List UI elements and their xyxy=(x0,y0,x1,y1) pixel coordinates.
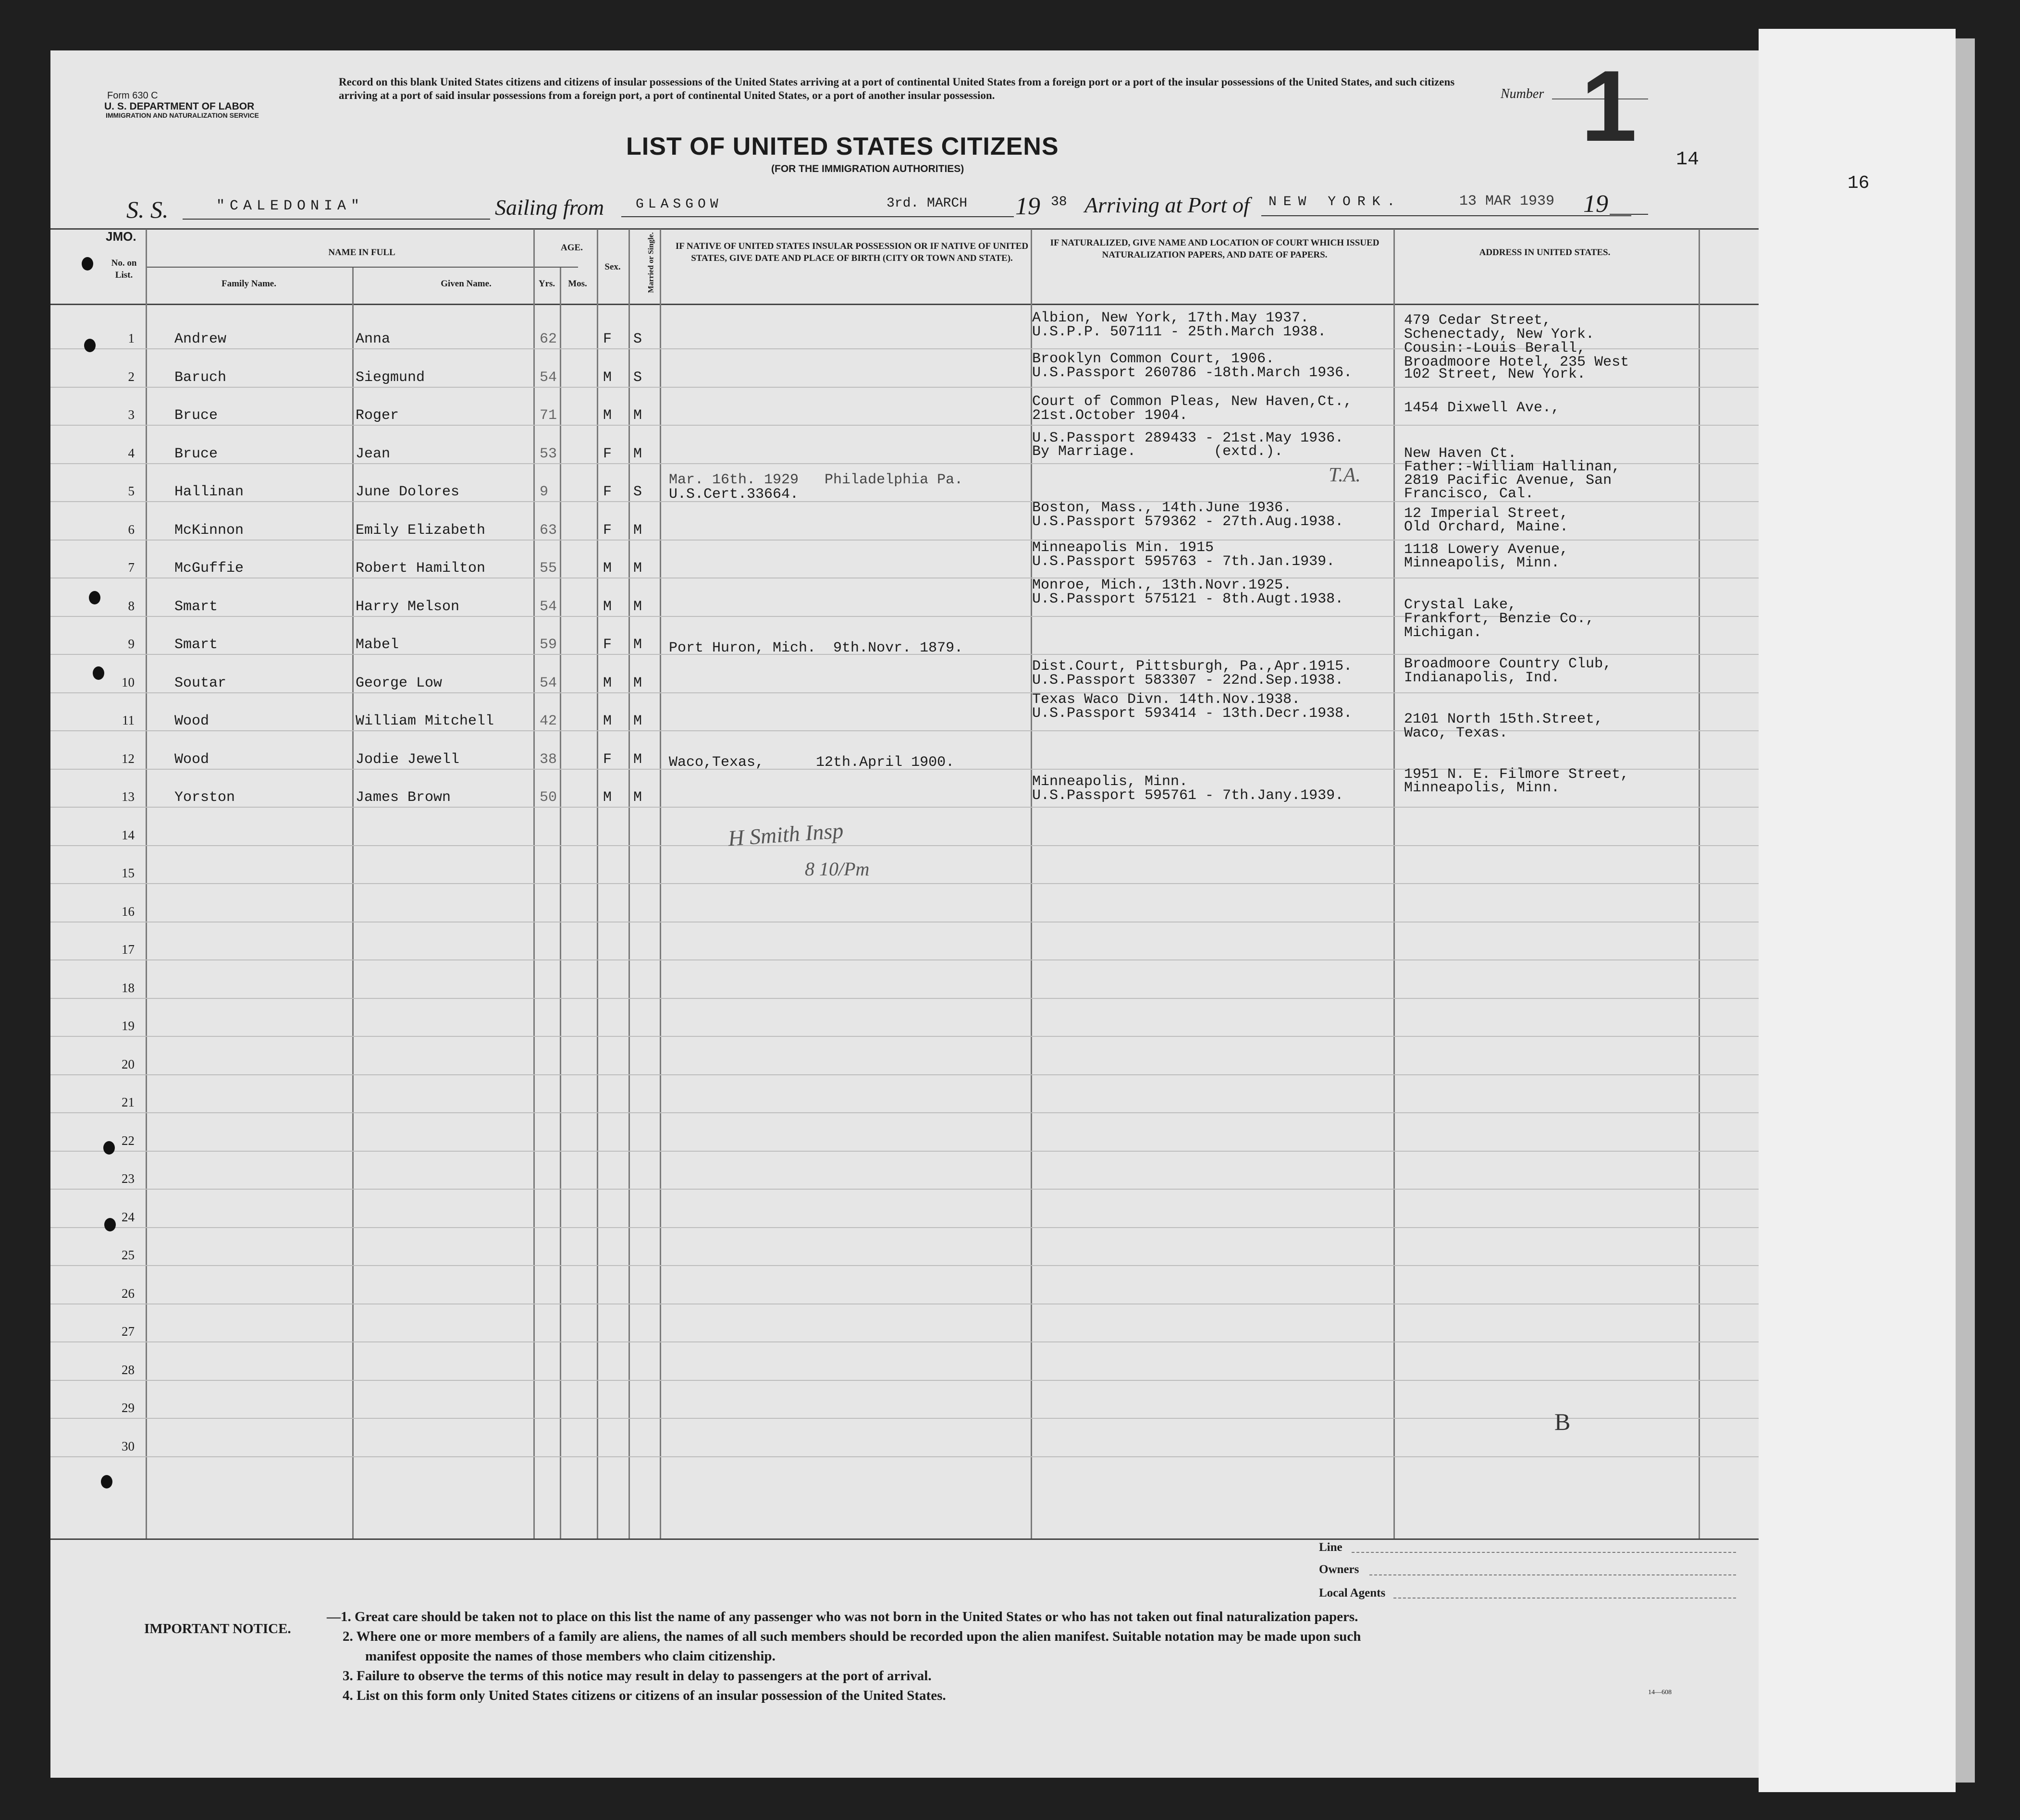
age-years: 62 xyxy=(540,331,557,347)
punch-hole xyxy=(93,666,104,680)
manifest-page xyxy=(50,50,1759,1778)
marital-status: M xyxy=(633,599,642,615)
header-naturalized: IF NATURALIZED, GIVE NAME AND LOCATION OF COURT WHICH ISSUED NATURALIZATION PAPERS, AND DATE OF PAPERS. xyxy=(1050,238,1380,260)
family-name: Hallinan xyxy=(174,484,244,500)
sex: M xyxy=(603,713,612,729)
marital-status: S xyxy=(633,484,642,500)
sex: F xyxy=(603,484,612,500)
given-name: Jean xyxy=(356,446,391,462)
given-name: Mabel xyxy=(356,637,399,653)
sailing-date-underline xyxy=(872,216,1014,217)
address-entry: 102 Street, New York. xyxy=(1404,366,1586,382)
row-rule xyxy=(50,1380,1759,1381)
naturalized-entry: Albion, New York, 17th.May 1937. xyxy=(1032,310,1309,326)
marital-status: M xyxy=(633,751,642,768)
given-name: Anna xyxy=(356,331,391,347)
header-name-in-full: NAME IN FULL xyxy=(328,247,395,258)
address-entry: Old Orchard, Maine. xyxy=(1404,519,1569,535)
marital-status: M xyxy=(633,560,642,577)
address-entry: Cousin:-Louis Berall, xyxy=(1404,340,1586,357)
given-name: William Mitchell xyxy=(356,713,494,729)
marital-status: M xyxy=(633,675,642,691)
address-entry: Francisco, Cal. xyxy=(1404,486,1534,502)
family-name: Andrew xyxy=(174,331,227,347)
owners-label: Owners xyxy=(1319,1563,1359,1576)
row-number: 4 xyxy=(128,446,135,460)
row-number: 29 xyxy=(122,1401,135,1415)
given-name: Roger xyxy=(356,407,399,424)
marital-status: M xyxy=(633,789,642,806)
punch-hole xyxy=(101,1475,112,1488)
row-rule xyxy=(50,1227,1759,1228)
row-rule xyxy=(50,692,1759,693)
row-rule xyxy=(50,1112,1759,1113)
row-number: 22 xyxy=(122,1133,135,1148)
naturalized-entry: Monroe, Mich., 13th.Novr.1925. xyxy=(1032,577,1292,593)
age-years: 38 xyxy=(540,751,557,768)
row-rule xyxy=(50,1456,1759,1457)
naturalized-entry: Court of Common Pleas, New Haven,Ct., xyxy=(1032,394,1353,410)
row-number: 10 xyxy=(122,675,135,689)
header-name-rule xyxy=(146,267,578,268)
family-name: Wood xyxy=(174,751,209,768)
native-entry: Mar. 16th. 1929 Philadelphia Pa. xyxy=(669,472,963,488)
row-number: 3 xyxy=(128,407,135,422)
marital-status: M xyxy=(633,446,642,462)
sex: M xyxy=(603,675,612,691)
row-number: 11 xyxy=(122,713,135,727)
naturalized-entry: U.S.Passport 595761 - 7th.Jany.1939. xyxy=(1032,787,1344,804)
family-name: Bruce xyxy=(174,446,218,462)
agents-label: Local Agents xyxy=(1319,1586,1386,1599)
address-entry: New Haven Ct. xyxy=(1404,445,1517,462)
form-number: Form 630 C xyxy=(107,90,158,101)
address-entry: 12 Imperial Street, xyxy=(1404,505,1569,522)
row-number: 2 xyxy=(128,369,135,384)
sex: F xyxy=(603,446,612,462)
number-label: Number xyxy=(1501,86,1544,101)
marital-status: M xyxy=(633,637,642,653)
age-years: 50 xyxy=(540,789,557,806)
naturalized-entry: U.S.Passport 593414 - 13th.Decr.1938. xyxy=(1032,705,1353,722)
given-name: Robert Hamilton xyxy=(356,560,486,577)
row-rule xyxy=(50,845,1759,846)
ss-label: S. S. xyxy=(126,196,169,223)
notice-title: IMPORTANT NOTICE. xyxy=(144,1621,291,1636)
given-name: George Low xyxy=(356,675,443,691)
address-entry: Minneapolis, Minn. xyxy=(1404,555,1560,571)
address-entry: 2101 North 15th.Street, xyxy=(1404,711,1603,727)
arrival-stamp: 13 MAR 1939 xyxy=(1459,193,1555,209)
address-entry: Frankfort, Benzie Co., xyxy=(1404,611,1595,627)
side-page-number: 16 xyxy=(1848,173,1870,194)
header-mos: Mos. xyxy=(568,279,587,289)
arrival-port: NEW YORK. xyxy=(1269,195,1402,209)
given-name: Jodie Jewell xyxy=(356,751,460,768)
given-name: June Dolores xyxy=(356,484,460,500)
row-number: 7 xyxy=(128,560,135,575)
age-years: 71 xyxy=(540,407,557,424)
arriving-label: Arriving at Port of xyxy=(1084,193,1250,217)
row-number: 23 xyxy=(122,1171,135,1186)
row-number: 21 xyxy=(122,1095,135,1109)
row-number: 20 xyxy=(122,1057,135,1071)
row-number: 9 xyxy=(128,637,135,651)
row-rule xyxy=(50,425,1759,426)
punch-hole xyxy=(89,591,100,604)
col-rule-family xyxy=(352,268,354,1538)
row-number: 6 xyxy=(128,522,135,537)
marital-status: M xyxy=(633,522,642,539)
notice-1: —1. Great care should be taken not to place on this list the name of any passenger who was not born in the United States or who has not taken out final naturalization papers. xyxy=(327,1609,1358,1624)
department-name: U. S. DEPARTMENT OF LABOR xyxy=(104,101,255,112)
given-name: Harry Melson xyxy=(356,599,460,615)
row-number: 13 xyxy=(122,789,135,804)
native-entry: Waco,Texas, 12th.April 1900. xyxy=(669,754,955,771)
family-name: McGuffie xyxy=(174,560,244,577)
row-rule xyxy=(50,387,1759,388)
family-name: Soutar xyxy=(174,675,227,691)
marital-status: S xyxy=(633,369,642,386)
punch-hole xyxy=(84,339,96,352)
row-number: 27 xyxy=(122,1324,135,1339)
family-name: Smart xyxy=(174,599,218,615)
address-entry: Crystal Lake, xyxy=(1404,597,1517,613)
sailing-port: GLASGOW xyxy=(636,197,723,212)
row-number: 1 xyxy=(128,331,135,345)
header-no: No. on List. xyxy=(111,258,137,280)
header-bottom-rule xyxy=(50,304,1759,305)
naturalized-entry: Minneapolis, Minn. xyxy=(1032,774,1188,790)
naturalized-entry: U.S.P.P. 507111 - 25th.March 1938. xyxy=(1032,324,1327,340)
naturalized-entry: U.S.Passport 579362 - 27th.Aug.1938. xyxy=(1032,514,1344,530)
naturalized-entry: Dist.Court, Pittsburgh, Pa.,Apr.1915. xyxy=(1032,658,1353,675)
row-number: 14 xyxy=(122,828,135,842)
given-name: James Brown xyxy=(356,789,451,806)
address-entry: 1118 Lowery Avenue, xyxy=(1404,541,1569,558)
notice-2: 2. Where one or more members of a family are aliens, the names of all such members should be recorded upon the alien manifest. Suitable notation may be made upon such xyxy=(343,1629,1361,1644)
sex: F xyxy=(603,522,612,539)
row-rule xyxy=(50,1074,1759,1075)
sex: M xyxy=(603,407,612,424)
row-number: 12 xyxy=(122,751,135,766)
row-number: 17 xyxy=(122,942,135,957)
given-name: Siegmund xyxy=(356,369,425,386)
row-number: 24 xyxy=(122,1210,135,1224)
header-sex: Sex. xyxy=(604,262,621,272)
age-years: 63 xyxy=(540,522,557,539)
row-rule xyxy=(50,998,1759,999)
year-suffix: 38 xyxy=(1051,195,1067,209)
row-rule xyxy=(50,1036,1759,1037)
row-number: 28 xyxy=(122,1363,135,1377)
row-rule xyxy=(50,883,1759,884)
year-prefix: 19 xyxy=(1015,193,1040,220)
sex: M xyxy=(603,560,612,577)
marital-status: S xyxy=(633,331,642,347)
row-number: 15 xyxy=(122,866,135,880)
naturalized-entry: Texas Waco Divn. 14th.Nov.1938. xyxy=(1032,691,1301,708)
header-native: IF NATIVE OF UNITED STATES INSULAR POSSESSION OR IF NATIVE OF UNITED STATES, GIVE DATE AND PLACE OF BIRTH (CITY OR TOWN AND STATE). xyxy=(675,241,1029,263)
row-rule xyxy=(50,1265,1759,1266)
header-age: AGE. xyxy=(561,243,583,253)
sex: M xyxy=(603,369,612,386)
page-edge-strip xyxy=(1956,38,1975,1783)
naturalized-entry: By Marriage. (extd.). xyxy=(1032,443,1283,460)
naturalized-entry: Brooklyn Common Court, 1906. xyxy=(1032,351,1275,367)
age-years: 53 xyxy=(540,446,557,462)
header-address: ADDRESS IN UNITED STATES. xyxy=(1479,247,1611,258)
number-value: 1 xyxy=(1581,49,1637,162)
family-name: Yorston xyxy=(174,789,235,806)
family-name: McKinnon xyxy=(174,522,244,539)
sex: F xyxy=(603,751,612,768)
print-code: 14—608 xyxy=(1648,1689,1672,1696)
notice-2-continued: manifest opposite the names of those members who claim citizenship. xyxy=(365,1648,776,1664)
handwritten-initials: T.A. xyxy=(1329,464,1361,486)
owners-field xyxy=(1369,1574,1736,1575)
marital-status: M xyxy=(633,407,642,424)
address-entry: Schenectady, New York. xyxy=(1404,326,1595,343)
row-number: 30 xyxy=(122,1439,135,1453)
sailing-date: 3rd. MARCH xyxy=(887,196,968,211)
row-rule xyxy=(50,1189,1759,1190)
address-entry: 479 Cedar Street, xyxy=(1404,312,1552,329)
family-name: Wood xyxy=(174,713,209,729)
row-number: 8 xyxy=(128,599,135,613)
sex: M xyxy=(603,789,612,806)
notice-4: 4. List on this form only United States citizens or citizens of an insular possession of the United States. xyxy=(343,1688,946,1703)
row-number: 26 xyxy=(122,1286,135,1301)
row-number: 18 xyxy=(122,981,135,995)
ship-underline xyxy=(183,219,490,220)
naturalized-entry: 21st.October 1904. xyxy=(1032,407,1188,424)
naturalized-entry: U.S.Passport 595763 - 7th.Jan.1939. xyxy=(1032,553,1335,570)
address-entry: Indianapolis, Ind. xyxy=(1404,670,1560,686)
sex: F xyxy=(603,637,612,653)
naturalized-entry: U.S.Passport 289433 - 21st.May 1936. xyxy=(1032,430,1344,446)
sailing-port-underline xyxy=(621,216,914,217)
header-family-name: Family Name. xyxy=(222,279,276,289)
age-years: 55 xyxy=(540,560,557,577)
marital-status: M xyxy=(633,713,642,729)
table-bottom-rule xyxy=(50,1538,1759,1540)
jmo-mark: JMO. xyxy=(106,229,136,244)
row-rule xyxy=(50,540,1759,541)
page-title: LIST OF UNITED STATES CITIZENS xyxy=(626,133,1059,160)
row-number: 16 xyxy=(122,904,135,919)
age-years: 59 xyxy=(540,637,557,653)
line-field xyxy=(1352,1552,1736,1553)
naturalized-entry: Minneapolis Min. 1915 xyxy=(1032,540,1214,556)
instruction-text: Record on this blank United States citizens and citizens of insular possessions of the United States arriving at a port of continental United States from a foreign port or a port of the insular possessions of the United States, and such citizens arriving at a port of said insular possessions from a foreign port, a port of continental United States, or a port of another insular possession. xyxy=(339,76,1455,101)
age-years: 42 xyxy=(540,713,557,729)
row-number: 19 xyxy=(122,1019,135,1033)
arrival-year-underline xyxy=(1610,214,1648,215)
row-rule xyxy=(50,1418,1759,1419)
given-name: Emily Elizabeth xyxy=(356,522,486,539)
naturalized-entry: U.S.Passport 583307 - 22nd.Sep.1938. xyxy=(1032,672,1344,689)
address-entry: Waco, Texas. xyxy=(1404,725,1508,741)
sex: M xyxy=(603,599,612,615)
punch-hole xyxy=(104,1218,116,1231)
arrival-underline xyxy=(1261,215,1631,216)
address-entry: 1951 N. E. Filmore Street, xyxy=(1404,766,1629,783)
row-number: 25 xyxy=(122,1248,135,1262)
address-entry: Broadmoore Country Club, xyxy=(1404,656,1612,672)
address-entry: 2819 Pacific Avenue, San xyxy=(1404,472,1612,489)
service-name: IMMIGRATION AND NATURALIZATION SERVICE xyxy=(106,111,259,119)
age-years: 54 xyxy=(540,675,557,691)
punch-hole xyxy=(82,257,93,271)
header-given-name: Given Name. xyxy=(441,279,492,289)
sailing-label: Sailing from xyxy=(495,195,604,220)
inspector-signature: H Smith Insp xyxy=(727,818,844,851)
native-entry: Port Huron, Mich. 9th.Novr. 1879. xyxy=(669,640,963,656)
header-married: Married or Single. xyxy=(647,232,655,293)
page-edge-right xyxy=(1759,29,1956,1792)
arrival-year: 19 xyxy=(1583,190,1608,218)
ship-name: "CALEDONIA" xyxy=(216,198,365,214)
family-name: Smart xyxy=(174,637,218,653)
address-entry: 1454 Dixwell Ave., xyxy=(1404,400,1560,416)
naturalized-entry: U.S.Passport 575121 - 8th.Augt.1938. xyxy=(1032,591,1344,607)
row-rule xyxy=(50,1151,1759,1152)
handwritten-mark: B xyxy=(1554,1408,1571,1435)
corner-number: 14 xyxy=(1676,149,1700,171)
address-entry: Broadmoore Hotel, 235 West xyxy=(1404,354,1629,370)
family-name: Baruch xyxy=(174,369,227,386)
page-subtitle: (FOR THE IMMIGRATION AUTHORITIES) xyxy=(771,163,964,174)
row-rule xyxy=(50,1341,1759,1342)
header-yrs: Yrs. xyxy=(538,279,555,289)
age-years: 54 xyxy=(540,599,557,615)
row-rule xyxy=(50,807,1759,808)
family-name: Bruce xyxy=(174,407,218,424)
row-rule xyxy=(50,959,1759,960)
punch-hole xyxy=(103,1141,115,1155)
line-label: Line xyxy=(1319,1541,1343,1554)
table-top-rule xyxy=(50,228,1759,230)
address-entry: Father:-William Hallinan, xyxy=(1404,459,1621,475)
notice-3: 3. Failure to observe the terms of this notice may result in delay to passengers at the port of arrival. xyxy=(343,1668,932,1684)
col-rule-yrs xyxy=(560,268,561,1538)
sex: F xyxy=(603,331,612,347)
native-entry: U.S.Cert.33664. xyxy=(669,486,799,503)
handwritten-fraction: 8 10/Pm xyxy=(805,858,870,880)
row-number: 5 xyxy=(128,484,135,498)
naturalized-entry: Boston, Mass., 14th.June 1936. xyxy=(1032,500,1292,516)
agents-field xyxy=(1393,1598,1736,1599)
address-entry: Minneapolis, Minn. xyxy=(1404,780,1560,796)
age-years: 54 xyxy=(540,369,557,386)
naturalized-entry: U.S.Passport 260786 -18th.March 1936. xyxy=(1032,365,1353,381)
age-years: 9 xyxy=(540,484,549,500)
address-entry: Michigan. xyxy=(1404,625,1482,641)
